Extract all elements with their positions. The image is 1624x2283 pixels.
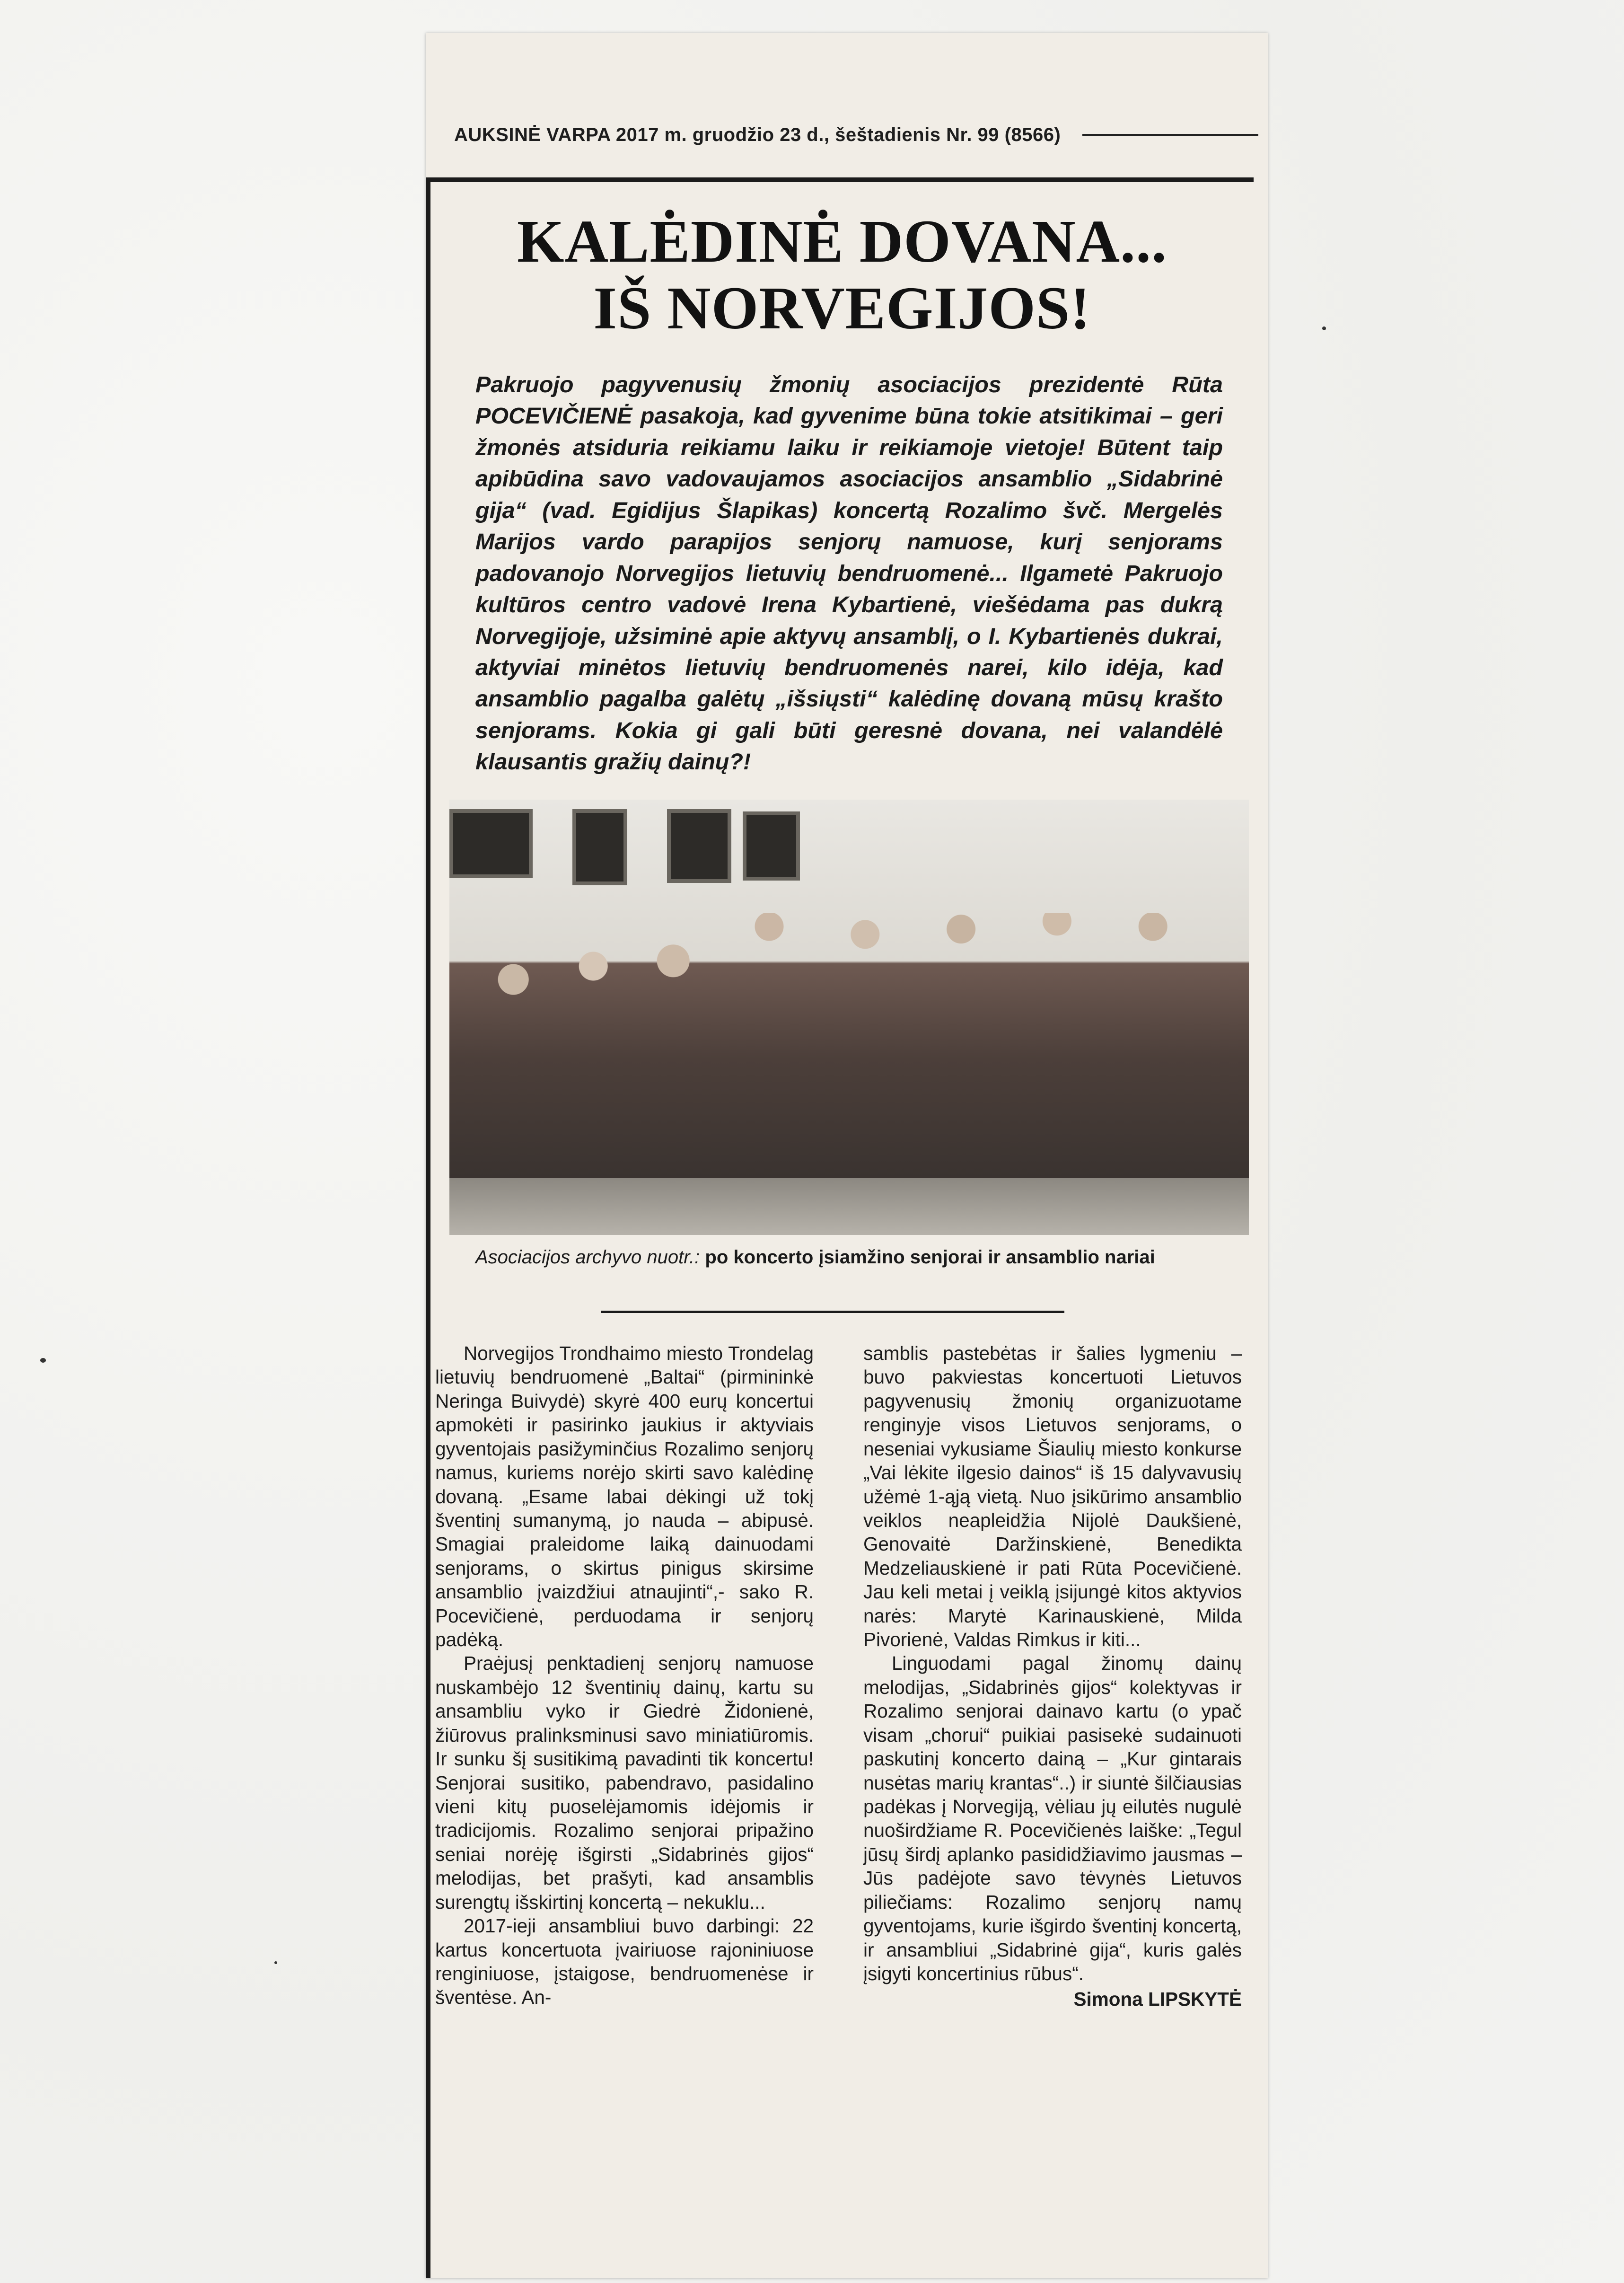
caption-credit: Asociacijos archyvo nuotr.: (475, 1247, 700, 1268)
body-column-left (435, 1341, 814, 2010)
scan-speck (40, 1358, 46, 1363)
group-photo (449, 800, 1249, 1235)
masthead-rule (1082, 134, 1258, 136)
masthead-text: AUKSINĖ VARPA 2017 m. gruodžio 23 d., šeštadienis Nr. 99 (8566) (454, 124, 1061, 145)
body-column-right (863, 1341, 1242, 2011)
scan-speck (274, 1961, 277, 1964)
article-headline (430, 208, 1254, 342)
section-divider (601, 1311, 1064, 1313)
wall-picture (449, 809, 533, 878)
body-paragraph: samblis pastebėtas ir šalies lygmeniu – buvo pakviestas koncertuoti Lietuvos pagyvenusių žmonių organizuotame renginyje visos Lietuvos senjorams, o neseniai vykusiame Šiaulių miesto konkurse „Vai lėkite ilgesio dainos“ iš 15 dalyvavusių užėmė 1-ąją vietą. Nuo įsikūrimo ansamblio veiklos neapleidžia Nijolė Daukšienė, Genovaitė Daržinskienė, Benedikta Medzeliauskienė ir pati Rūta Pocevičienė. Jau keli metai į veiklą įsijungė kitos aktyvios narės: Marytė Karinauskienė, Milda Pivorienė, Valdas Rimkus ir kiti... (863, 1342, 1242, 1651)
wall-picture (743, 811, 800, 881)
body-paragraph: Praėjusį penktadienį senjorų namuose nuskambėjo 12 šventinių dainų, kartu su ansambliu vyko ir Giedrė Židonienė, žiūrovus pralinksminusi savo miniatiūromis. Ir sunku šį susitikimą pavadinti tik koncertu! Senjorai susitiko, pabendravo, pasidalino vieni kitų puoselėjamomis idėjomis ir tradicijomis. Rozalimo senjorai pripažino seniai norėję išgirsti „Sidabrinės gijos“ melodijas, bet prašyti, kad ansamblis surengtų išskirtinį koncertą – nekuklu... (435, 1652, 814, 1913)
headline-line-1: KALĖDINĖ DOVANA... (517, 208, 1168, 275)
wall-picture (572, 809, 627, 885)
photo-caption (475, 1244, 1223, 1270)
group-of-people (449, 913, 1249, 1178)
scan-speck (1322, 326, 1326, 330)
wall-picture (667, 809, 731, 883)
photo-floor (449, 1178, 1249, 1235)
article-lead: Pakruojo pagyvenusių žmonių asociacijos prezidentė Rūta POCEVIČIENĖ pasakoja, kad gyvenime būna tokie atsitikimai – geri žmonės atsiduria reikiamu laiku ir reikiamoje vietoje! Būtent taip apibūdina savo vadovaujamos asociacijos ansamblio „Sidabrinė gija“ (vad. Egidijus Šlapikas) koncertą Rozalimo švč. Mergelės Marijos vardo parapijos senjorų namuose, kurį senjorams padovanojo Norvegijos lietuvių bendruomenė... Ilgametė Pakruojo kultūros centro vadovė Irena Kybartienė, viešėdama pas dukrą Norvegijoje, užsiminė apie aktyvų ansamblį, o I. Kybartienės dukrai, aktyviai minėtos lietuvių bendruomenės narei, kilo idėja, kad ansamblio pagalba galėtų „išsiųsti“ kalėdinę dovaną mūsų krašto senjorams. Kokia gi gali būti geresnė dovana, nei valandėlė klausantis gražių dainų?! (475, 372, 1223, 775)
masthead (454, 109, 1258, 161)
body-paragraph: 2017-ieji ansambliui buvo darbingi: 22 kartus koncertuota įvairiuose rajoniniuose renginiuose, įstaigose, bendruomenėse ir šventėse. An- (435, 1915, 814, 2009)
newspaper-clipping (426, 33, 1268, 2278)
article-author: Simona LIPSKYTĖ (1073, 1988, 1242, 2010)
body-paragraph: Linguodami pagal žinomų dainų melodijas, „Sidabrinės gijos“ kolektyvas ir Rozalimo senjorai dainavo kartu (o ypač visam „chorui“ puikiai pasisekė sudainuoti paskutinį koncerto dainą – „Kur gintarais nusėtas marių krantas“..) ir siuntė šilčiausias padėkas į Norvegiją, vėliau jų eilutės nugulė nuoširdžiame R. Pocevičienės laiške: „Tegul jūsų širdį aplanko pasididžiavimo jausmas – Jūs padėjote savo tėvynės Lietuvos piliečiams: Rozalimo senjorų namų gyventojams, kurie išgirdo šventinį koncertą, ir ansambliui „Sidabrinė gija“, kuris galės įsigyti koncertinius rūbus“. (863, 1652, 1242, 1984)
headline-line-2: IŠ NORVEGIJOS! (593, 274, 1091, 342)
caption-text: po koncerto įsiamžino senjorai ir ansamblio nariai (705, 1247, 1155, 1268)
body-paragraph: Norvegijos Trondhaimo miesto Trondelag lietuvių bendruomenė „Baltai“ (pirmininkė Neringa Buivydė) skyrė 400 eurų koncertui apmokėti ir pasirinko jaukius ir aktyviais gyventojais pasižyminčius Rozalimo senjorų namus, kuriems norėjo skirti savo kalėdinę dovaną. „Esame labai dėkingi už tokį šventinį sumanymą, jo nauda – abipusė. Smagiai praleidome laiką dainuodami senjorams, o skirtus pinigus skirsime ansamblio įvaizdžiui atnaujinti“,- sako R. Pocevičienė, perduodama ir senjorų padėką. (435, 1342, 814, 1651)
